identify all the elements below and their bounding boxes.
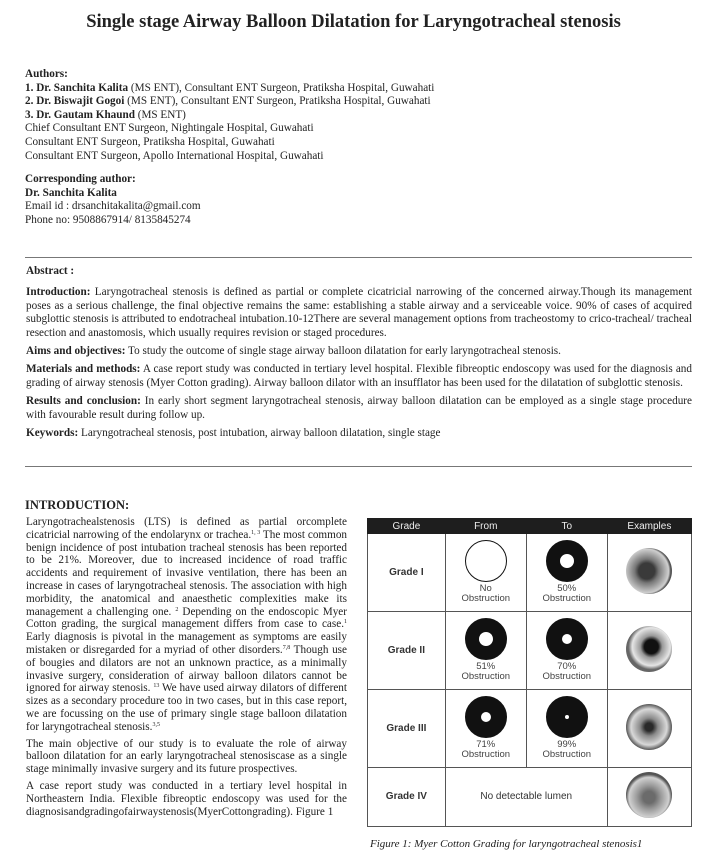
- grade-label: Grade IV: [368, 767, 446, 826]
- example-cell: [607, 767, 691, 826]
- obstruction-label: No Obstruction: [461, 582, 511, 605]
- example-cell: [607, 534, 691, 612]
- authors-heading: Authors:: [25, 68, 68, 80]
- header-examples: Examples: [607, 519, 691, 534]
- affiliation-line: Consultant ENT Surgeon, Pratiksha Hospital, Guwahati: [25, 135, 275, 148]
- intro-paragraph: Laryngotrachealstenosis (LTS) is defined as partial orcomplete cicatricial narrowing of the endolarynx or trachea.$^{1, 3}$ The most common benign incidence of post intubation tracheal stenosis has been reported to be 21%. Moreover, due to increased incidence of road traffic accidents and requirement of invasive ventilation, there has been an increase in cases of laryngotracheal stenosis. The association with high morbidity, the anatomical and anaesthetic complexities make its management a challenging one. $^2$ Depending on the endoscopic Myer Cotton grading, the surgical management differs from case to case.$^1$ Early diagnosis is pivotal in the management as symptoms are easily mistaken or disregarded for a myriad of other disorders.$^{7,8}$ Though use of bougies and dilators are not an unknown practice, as a minimally invasive surgery, consideration of airway balloon dilators cannot be ignored for airway stenosis. $^{13}$ We have used airway dilators of different sizes as a secondary procedure too in two cases, but in this case report, we are focussing on the use of primary single stage balloon dilatation for laryngotracheal stenosis.$^{3,5}$: [26, 516, 348, 733]
- from-cell: [445, 689, 526, 767]
- endoscopy-image: [626, 626, 672, 672]
- corresponding-email: Email id : drsanchitakalita@gmail.com: [25, 200, 201, 213]
- abstract-keywords: Keywords: Laryngotracheal stenosis, post intubation, airway balloon dilatation, single stage: [26, 427, 441, 440]
- header-to: To: [526, 519, 607, 534]
- corresponding-phone: Phone no: 9508867914/ 8135845274: [25, 213, 191, 226]
- from-cell: [445, 534, 526, 612]
- authors-block: [25, 68, 434, 163]
- abstract-introduction: Introduction: Laryngotracheal stenosis is defined as partial or complete cicatricial narrowing of the concerned airway.Though its management poses as a serious challenge, the final objective remains the same: establishing a stable airway and a serviceable voice. 90% of cases of acquired subglottic stenosis is attributed to endotracheal intubation.10-12There are several management options from tracheostomy to crico-tracheal/ tracheal resection and anastomosis, which usually requires revision or staged procedures.: [26, 286, 692, 339]
- paper-title: Single stage Airway Balloon Dilatation for Laryngotracheal stenosis: [86, 12, 621, 32]
- introduction-heading: INTRODUCTION:: [25, 498, 130, 512]
- abstract: [26, 265, 692, 445]
- endoscopy-image: [626, 704, 672, 750]
- example-cell: [607, 689, 691, 767]
- airway-ring: [465, 540, 507, 582]
- divider: [25, 257, 692, 258]
- myer-cotton-figure: [367, 518, 692, 827]
- obstruction-label: 50% Obstruction: [542, 582, 592, 605]
- to-cell: [526, 689, 607, 767]
- corresponding-name: Dr. Sanchita Kalita: [25, 186, 117, 199]
- introduction-body: [26, 516, 347, 822]
- table-row: [368, 689, 692, 767]
- header-from: From: [445, 519, 526, 534]
- grade-label: Grade III: [368, 689, 446, 767]
- table-row: [368, 611, 692, 689]
- to-cell: [526, 534, 607, 612]
- abstract-heading: Abstract :: [26, 265, 75, 277]
- table-row: [368, 534, 692, 612]
- example-cell: [607, 611, 691, 689]
- corresponding-author-block: [25, 173, 201, 227]
- corresponding-heading: Corresponding author:: [25, 173, 136, 185]
- grade-label: Grade II: [368, 611, 446, 689]
- obstruction-label: 51% Obstruction: [461, 660, 511, 683]
- airway-ring: [546, 618, 588, 660]
- obstruction-label: 71% Obstruction: [461, 738, 511, 761]
- abstract-results: Results and conclusion: In early short segment laryngotracheal stenosis, airway balloon dilatation can be employed as a single stage procedure with favourable result during follow up.: [26, 395, 692, 421]
- no-lumen-label: No detectable lumen: [445, 767, 607, 826]
- endoscopy-image: [626, 548, 672, 594]
- affiliation-line: Chief Consultant ENT Surgeon, Nightingale Hospital, Guwahati: [25, 122, 314, 135]
- airway-ring: [465, 618, 507, 660]
- airway-ring: [465, 696, 507, 738]
- figure-caption: Figure 1: Myer Cotton Grading for laryngotracheal stenosis1: [370, 838, 643, 850]
- affiliation-line: Consultant ENT Surgeon, Apollo International Hospital, Guwahati: [25, 149, 324, 162]
- obstruction-label: 99% Obstruction: [542, 738, 592, 761]
- obstruction-label: 70% Obstruction: [542, 660, 592, 683]
- author-line: 1. Dr. Sanchita Kalita (MS ENT), Consultant ENT Surgeon, Pratiksha Hospital, Guwahati: [25, 81, 435, 94]
- to-cell: [526, 611, 607, 689]
- grade-label: Grade I: [368, 534, 446, 612]
- abstract-methods: Materials and methods: A case report study was conducted in tertiary level hospital. Flexible fibreoptic endoscopy was used for the diagnosis and grading of airway stenosis (Myer Cotton grading). Airway balloon dilator with an insufflator has been used for the dilatation of subglottic stenosis.: [26, 363, 692, 389]
- intro-paragraph: The main objective of our study is to evaluate the role of airway balloon dilatation for an early laryngotracheal stenosiscase as a single stage minimally invasive surgery and its future prospectives.: [26, 737, 347, 776]
- header-grade: Grade: [368, 519, 446, 534]
- airway-ring: [546, 696, 588, 738]
- intro-paragraph: A case report study was conducted in a tertiary level hospital in Northeastern India. Flexible fibreoptic endoscopy was used for the diagnosisandgradingofairwaystenosis(MyerCottongrading). Figure 1: [26, 779, 347, 818]
- author-line: 2. Dr. Biswajit Gogoi (MS ENT), Consultant ENT Surgeon, Pratiksha Hospital, Guwahati: [25, 95, 431, 108]
- from-cell: [445, 611, 526, 689]
- endoscopy-image: [626, 772, 672, 818]
- table-row: [368, 767, 692, 826]
- abstract-aims: Aims and objectives: To study the outcome of single stage airway balloon dilatation for early laryngotracheal stenosis.: [26, 345, 561, 358]
- author-line: 3. Dr. Gautam Khaund (MS ENT): [25, 108, 186, 121]
- airway-ring: [546, 540, 588, 582]
- divider: [25, 466, 692, 467]
- grading-table: [367, 518, 692, 827]
